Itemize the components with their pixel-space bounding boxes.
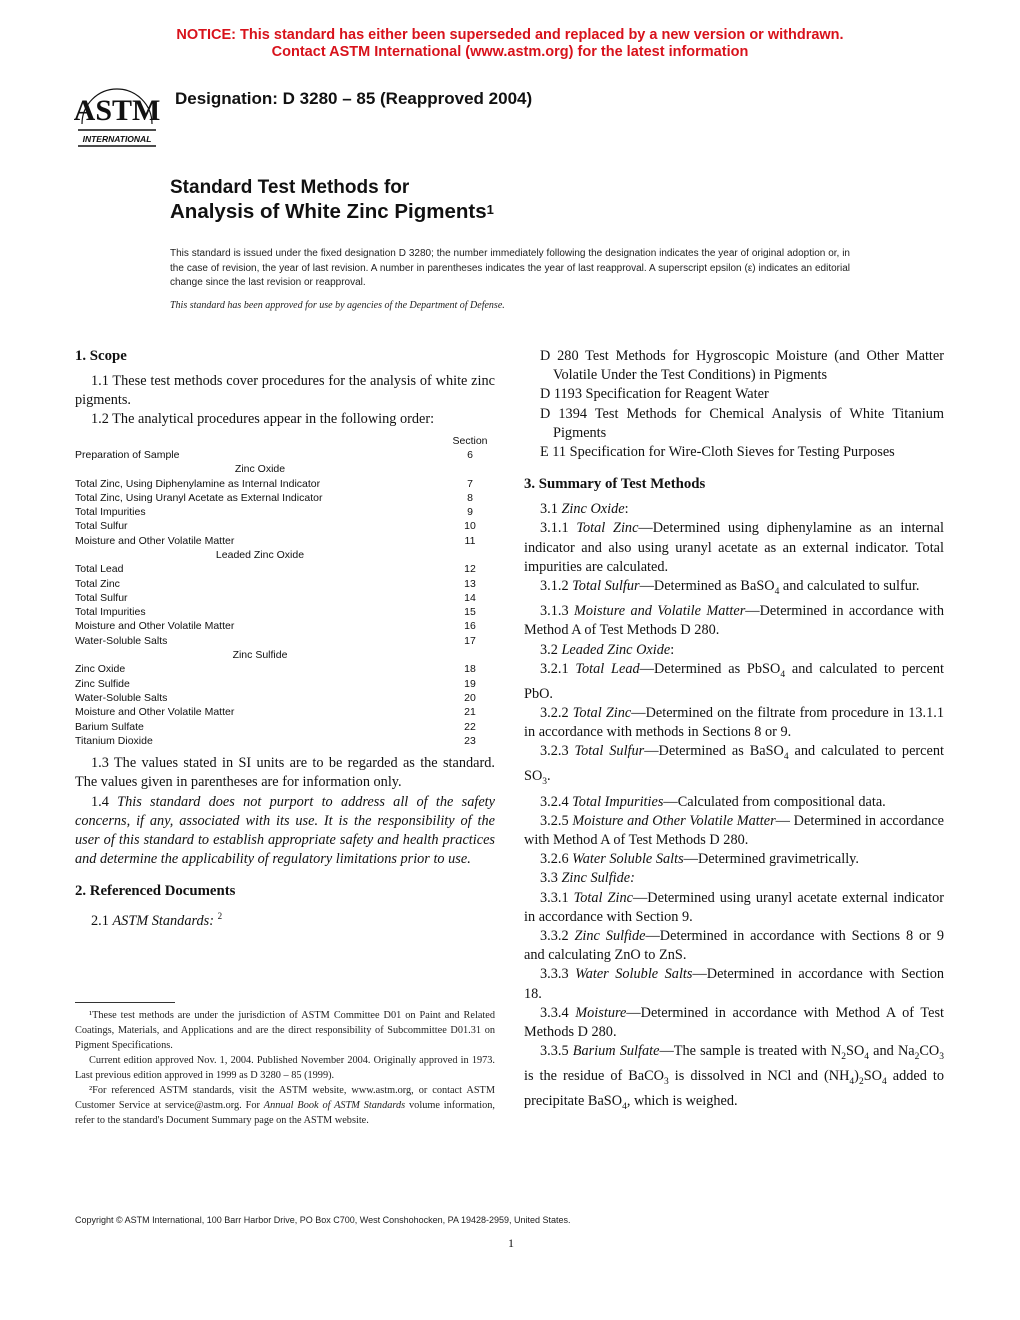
logo-text: ASTM: [74, 94, 160, 127]
para-3-3-5: 3.3.5 Barium Sulfate—The sample is treated with $N_2SO_4$ and $Na_2CO_3$ is the residue of BaCO$_3$ is dissolved in NCl and $(NH_4)_2SO_4$ added to precipitate BaSO$_4$, which is weighed.: [524, 1043, 945, 1113]
copyright: Copyright © ASTM International, 100 Barr Harbor Drive, PO Box C700, West Conshohocken, PA 19428-2959, United States.: [75, 1215, 571, 1225]
para-3-1-1: 3.1.1 Total Zinc—Determined using diphenylamine as an internal indicator and also using uranyl acetate as an external indicator. Total impurities are calculated.: [524, 520, 945, 575]
para-3-2-2: 3.2.2 Total Zinc—Determined on the filtrate from procedure in 13.1.1 in accordance with methods in Sections 8 or 9.: [524, 704, 944, 741]
procedures-table: [75, 434, 495, 749]
toc-row: Moisture and Other Volatile Matter 16: [75, 620, 476, 633]
ref-item: E 11 Specification for Wire-Cloth Sieves for Testing Purposes: [540, 444, 895, 461]
title-line-1: Standard Test Methods for: [170, 177, 410, 198]
footnote-2: ²For referenced ASTM standards, visit the ASTM website, www.astm.org, or contact ASTM Customer Service at service@astm.org. For Annual Book of ASTM Standards volume information, refer to the standard's Document Summary page on the ASTM website.: [75, 1085, 495, 1126]
document-title: [170, 176, 494, 224]
section-2-heading: 2. Referenced Documents: [75, 883, 236, 900]
para-1-2: 1.2 The analytical procedures appear in the following order:: [91, 411, 435, 428]
designation: Designation: D 3280 – 85 (Reapproved 2004): [175, 89, 533, 108]
ref-item: D 1193 Specification for Reagent Water: [540, 386, 769, 403]
page-number: 1: [508, 1236, 514, 1250]
toc-row: Barium Sulfate 22: [75, 720, 476, 733]
superseded-notice: [0, 27, 1020, 61]
para-3-1-2: 3.1.2 Total Sulfur—Determined as BaSO$_4$ and calculated to sulfur.: [540, 578, 920, 597]
ref-item: D 1394 Test Methods for Chemical Analysis of White Titanium Pigments: [540, 405, 944, 441]
title-line-2: Analysis of White Zinc Pigments$^1$: [170, 200, 494, 223]
ref-item: D 280 Test Methods for Hygroscopic Moisture (and Other Matter Volatile Under the Test Conditions) in Pigments: [540, 348, 944, 384]
toc-row: Total Zinc 13: [75, 577, 476, 590]
title-footnote-ref: 1: [486, 202, 494, 217]
footnote-1-edition: Current edition approved Nov. 1, 2004. Published November 2004. Originally approved in 1973. Last previous edition approved in 1999 as D 3280 – 85 (1999).: [75, 1055, 495, 1081]
para-3-3: 3.3 Zinc Sulfide:: [540, 870, 635, 887]
footnotes: [75, 1002, 495, 1128]
para-3-2-5: 3.2.5 Moisture and Other Volatile Matter— Determined in accordance with Method A of Test Methods D 280.: [524, 812, 945, 848]
toc-row: Water-Soluble Salts 20: [75, 691, 476, 704]
toc-header: Section: [452, 434, 488, 447]
toc-row: Moisture and Other Volatile Matter 11: [75, 534, 476, 547]
astm-logo: [74, 76, 160, 148]
toc-row: Moisture and Other Volatile Matter 21: [75, 706, 476, 719]
toc-row: Zinc Oxide 18: [75, 663, 476, 676]
toc-row: Total Zinc, Using Diphenylamine as Internal Indicator 7: [75, 477, 473, 490]
para-3-3-4: 3.3.4 Moisture—Determined in accordance with Method A of Test Methods D 280.: [524, 1004, 944, 1040]
toc-row: Total Lead 12: [75, 563, 476, 576]
para-1-1: 1.1 These test methods cover procedures for the analysis of white zinc pigments.: [75, 373, 495, 409]
toc-group-heading: Leaded Zinc Oxide: [215, 548, 305, 561]
footnote-rule: [75, 1002, 175, 1003]
toc-row: Total Impurities 9: [75, 506, 473, 519]
notice-line-1: NOTICE: This standard has either been superseded and replaced by a new version or withdrawn.: [176, 27, 844, 43]
toc-row: Total Sulfur 14: [75, 591, 476, 604]
para-3-2-3: 3.2.3 Total Sulfur—Determined as BaSO$_4$ and calculated to percent $SO_3$.: [524, 743, 944, 788]
dod-approval-note: This standard has been approved for use by agencies of the Department of Defense.: [170, 300, 505, 311]
toc-row: Total Zinc, Using Uranyl Acetate as External Indicator 8: [75, 491, 473, 504]
left-column: [75, 346, 495, 931]
toc-group-heading: Zinc Oxide: [234, 463, 286, 476]
logo-subtext: INTERNATIONAL: [82, 134, 152, 144]
toc-row: Water-Soluble Salts 17: [75, 634, 476, 647]
intro-paragraph: This standard is issued under the fixed designation D 3280; the number immediately following the designation indicates the year of original adoption or, in the case of revision, the year of last revision. A number in parentheses indicates the year of last reapproval. A superscript epsilon (ε) indicates an editorial change since the last revision or reapproval.: [170, 248, 850, 288]
para-3-1-3: 3.1.3 Moisture and Volatile Matter—Determined in accordance with Method A of Test Methods D 280.: [524, 603, 945, 639]
right-column: [524, 347, 944, 1117]
footnote-1: ¹These test methods are under the jurisdiction of ASTM Committee D01 on Paint and Related Coatings, Materials, and Applications and are the direct responsibility of Subcommittee D01.31 on Pigment Specifications.: [75, 1010, 495, 1051]
section-3-heading: 3. Summary of Test Methods: [524, 476, 706, 493]
para-2-1: 2.1 ASTM Standards: $^2$: [91, 911, 223, 930]
para-1-4: 1.4 This standard does not purport to address all of the safety concerns, if any, associated with its use. It is the responsibility of the user of this standard to establish appropriate safety and health practices and determine the applicability of regulatory limitations prior to use.: [75, 793, 495, 868]
section-1-heading: 1. Scope: [75, 348, 127, 364]
toc-group-heading: Zinc Sulfide: [232, 649, 288, 662]
para-3-3-2: 3.3.2 Zinc Sulfide—Determined in accordance with Sections 8 or 9 and calculating ZnO to ZnS.: [524, 927, 944, 964]
toc-row: Total Sulfur 10: [75, 520, 476, 533]
para-3-2-1: 3.2.1 Total Lead—Determined as PbSO$_4$ and calculated to percent PbO.: [524, 660, 944, 702]
referenced-standards-list: [540, 347, 944, 462]
toc-row: Total Impurities 15: [75, 606, 476, 619]
notice-line-2: Contact ASTM International (www.astm.org) for the latest information: [271, 44, 749, 60]
para-1-3: 1.3 The values stated in SI units are to be regarded as the standard. The values given in parentheses are for information only.: [75, 755, 495, 791]
para-3-2-6: 3.2.6 Water Soluble Salts—Determined gravimetrically.: [540, 851, 859, 868]
toc-row: Titanium Dioxide 23: [75, 734, 476, 747]
para-3-2-4: 3.2.4 Total Impurities—Calculated from compositional data.: [540, 793, 886, 810]
para-3-2: 3.2 Leaded Zinc Oxide:: [540, 641, 675, 658]
toc-row: Preparation of Sample 6: [75, 448, 473, 461]
para-3-1: 3.1 Zinc Oxide:: [540, 501, 629, 518]
para-3-3-1: 3.3.1 Total Zinc—Determined using uranyl acetate external indicator in accordance with Section 9.: [524, 889, 945, 925]
para-3-3-3: 3.3.3 Water Soluble Salts—Determined in accordance with Section 18.: [524, 966, 944, 1002]
toc-row: Zinc Sulfide 19: [75, 677, 476, 690]
